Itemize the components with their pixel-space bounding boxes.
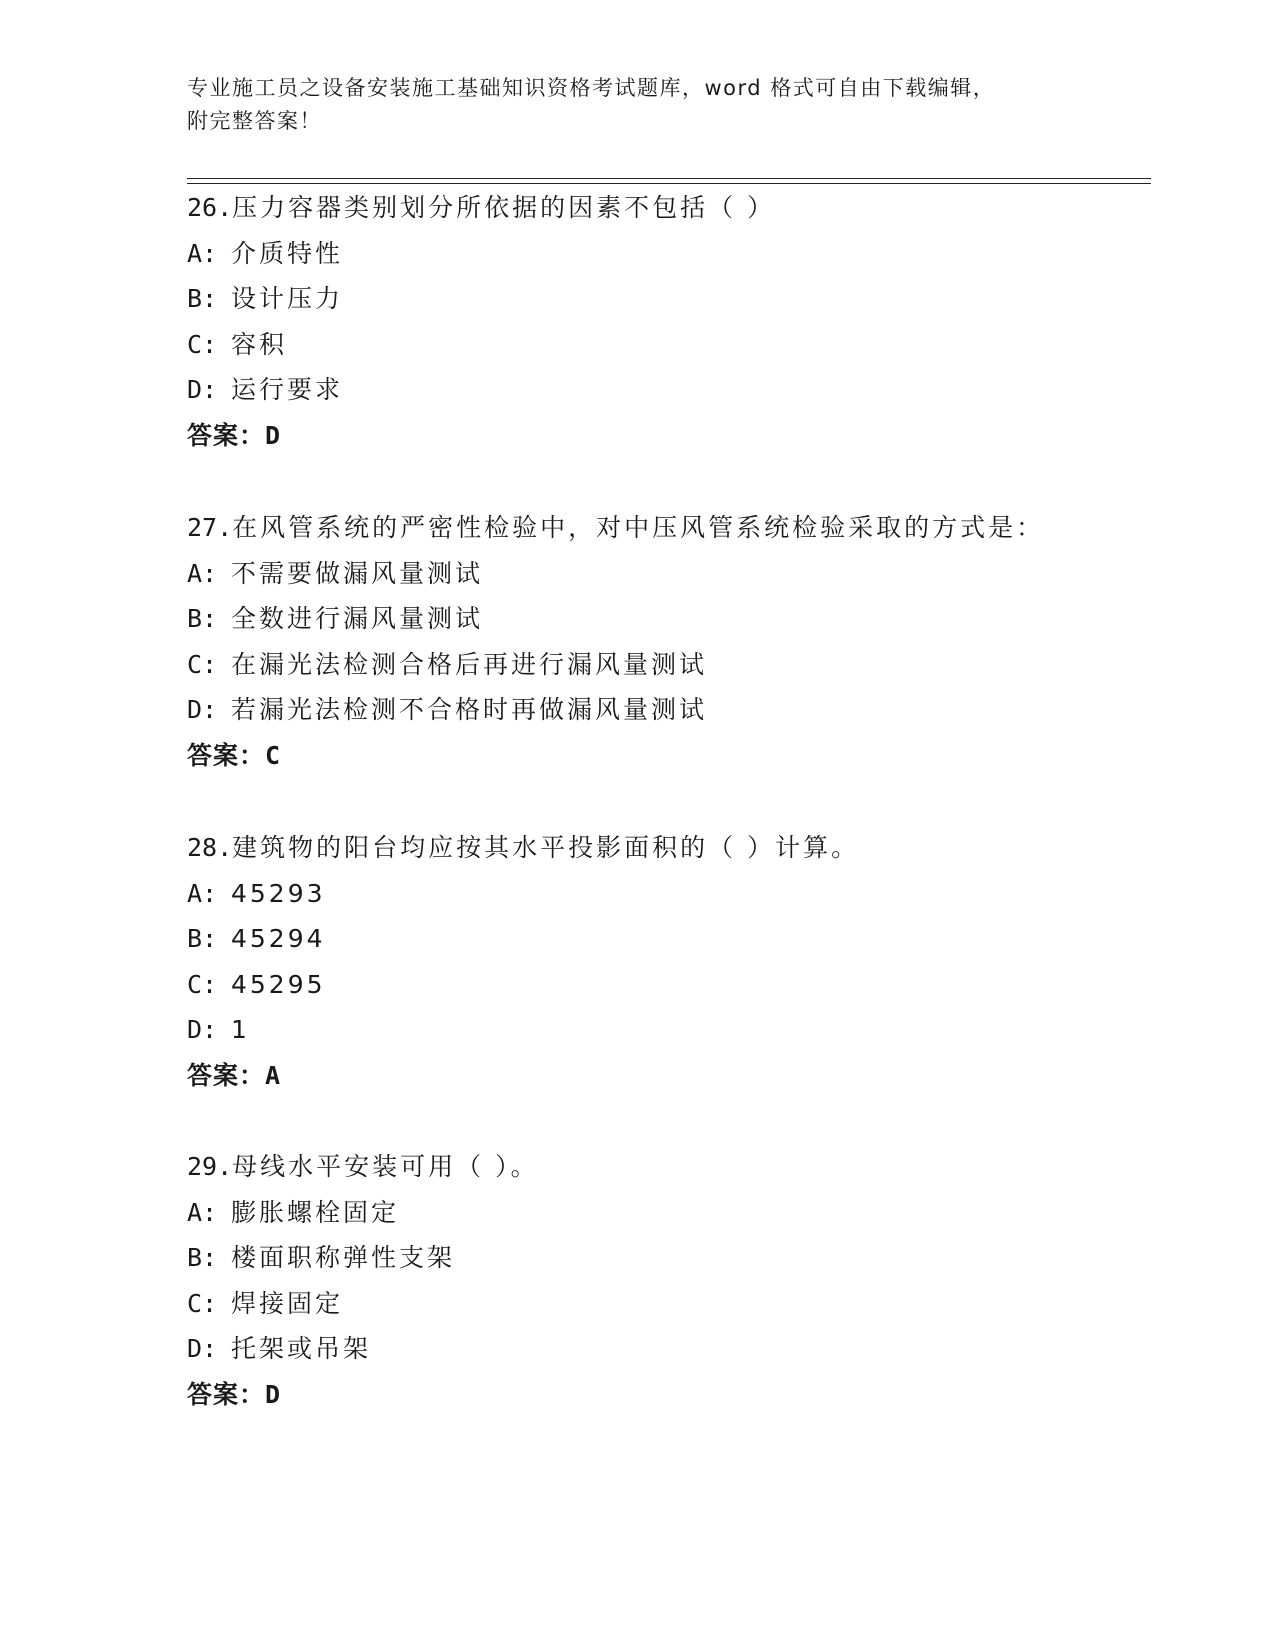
option-c bbox=[187, 1281, 1151, 1327]
option-letter: C: bbox=[187, 649, 218, 679]
header-line-2: 附完整答案！ bbox=[187, 109, 322, 133]
option-letter: B: bbox=[187, 604, 218, 634]
option-text: 若漏光法检测不合格时再做漏风量测试 bbox=[231, 695, 708, 725]
answer-label: 答案： bbox=[187, 1060, 266, 1090]
header-divider-top bbox=[187, 178, 1151, 179]
question-number: 27. bbox=[187, 513, 233, 542]
answer-value: D bbox=[265, 1379, 282, 1409]
option-letter: D: bbox=[187, 1334, 218, 1364]
option-letter: D: bbox=[187, 695, 218, 725]
question-number: 29. bbox=[187, 1152, 233, 1181]
option-a bbox=[187, 231, 1151, 277]
question-text: 在风管系统的严密性检验中，对中压风管系统检验采取的方式是： bbox=[232, 513, 1045, 542]
option-text: 焊接固定 bbox=[231, 1288, 344, 1318]
option-a bbox=[187, 551, 1151, 597]
question-stem bbox=[187, 1144, 1151, 1190]
answer-line bbox=[187, 1053, 1151, 1099]
option-letter: B: bbox=[187, 1243, 218, 1273]
option-text: 45294 bbox=[231, 924, 326, 954]
option-letter: A: bbox=[187, 558, 218, 588]
answer-value: A bbox=[265, 1060, 282, 1090]
option-letter: C: bbox=[187, 969, 218, 999]
question-block bbox=[187, 185, 1151, 459]
option-text: 设计压力 bbox=[231, 284, 344, 314]
option-letter: A: bbox=[187, 238, 218, 268]
option-letter: A: bbox=[187, 1197, 218, 1227]
answer-line bbox=[187, 733, 1151, 779]
option-a bbox=[187, 1190, 1151, 1236]
option-letter: C: bbox=[187, 329, 218, 359]
answer-value: D bbox=[265, 420, 282, 450]
question-block bbox=[187, 825, 1151, 1099]
question-text: 压力容器类别划分所依据的因素不包括（ ） bbox=[232, 193, 776, 222]
question-block bbox=[187, 505, 1151, 779]
header-line-1: 专业施工员之设备安装施工基础知识资格考试题库，word 格式可自由下载编辑， bbox=[187, 76, 996, 100]
option-letter: C: bbox=[187, 1288, 218, 1318]
question-text: 建筑物的阳台均应按其水平投影面积的（ ）计算。 bbox=[232, 833, 860, 862]
question-number: 26. bbox=[187, 193, 233, 222]
option-letter: D: bbox=[187, 375, 218, 405]
question-stem bbox=[187, 185, 1151, 231]
option-text: 1 bbox=[231, 1015, 250, 1045]
answer-line bbox=[187, 413, 1151, 459]
answer-label: 答案： bbox=[187, 420, 266, 450]
question-block bbox=[187, 1144, 1151, 1418]
option-text: 运行要求 bbox=[231, 375, 344, 405]
option-b bbox=[187, 1235, 1151, 1281]
answer-label: 答案： bbox=[187, 1379, 266, 1409]
option-text: 楼面职称弹性支架 bbox=[231, 1243, 456, 1273]
option-text: 介质特性 bbox=[231, 238, 344, 268]
option-letter: A: bbox=[187, 878, 218, 908]
option-d bbox=[187, 1007, 1151, 1053]
header-divider-bottom bbox=[187, 183, 1151, 184]
option-d bbox=[187, 1326, 1151, 1372]
option-text: 容积 bbox=[231, 329, 288, 359]
option-c bbox=[187, 322, 1151, 368]
option-letter: D: bbox=[187, 1015, 218, 1045]
option-a bbox=[187, 871, 1151, 917]
option-d bbox=[187, 687, 1151, 733]
option-letter: B: bbox=[187, 284, 218, 314]
option-c bbox=[187, 642, 1151, 688]
question-stem bbox=[187, 505, 1151, 551]
option-text: 不需要做漏风量测试 bbox=[231, 558, 484, 588]
option-d bbox=[187, 367, 1151, 413]
question-text: 母线水平安装可用（ ）。 bbox=[232, 1152, 539, 1181]
option-letter: B: bbox=[187, 924, 218, 954]
option-text: 托架或吊架 bbox=[231, 1334, 372, 1364]
option-text: 45293 bbox=[231, 878, 326, 908]
option-b bbox=[187, 596, 1151, 642]
question-number: 28. bbox=[187, 833, 233, 862]
option-b bbox=[187, 916, 1151, 962]
answer-value: C bbox=[265, 740, 282, 770]
answer-line bbox=[187, 1372, 1151, 1418]
option-text: 45295 bbox=[231, 969, 326, 999]
answer-label: 答案： bbox=[187, 740, 266, 770]
option-c bbox=[187, 962, 1151, 1008]
document-header bbox=[187, 72, 1087, 138]
option-text: 在漏光法检测合格后再进行漏风量测试 bbox=[231, 649, 708, 679]
question-stem bbox=[187, 825, 1151, 871]
option-text: 全数进行漏风量测试 bbox=[231, 604, 484, 634]
option-text: 膨胀螺栓固定 bbox=[231, 1197, 400, 1227]
option-b bbox=[187, 276, 1151, 322]
